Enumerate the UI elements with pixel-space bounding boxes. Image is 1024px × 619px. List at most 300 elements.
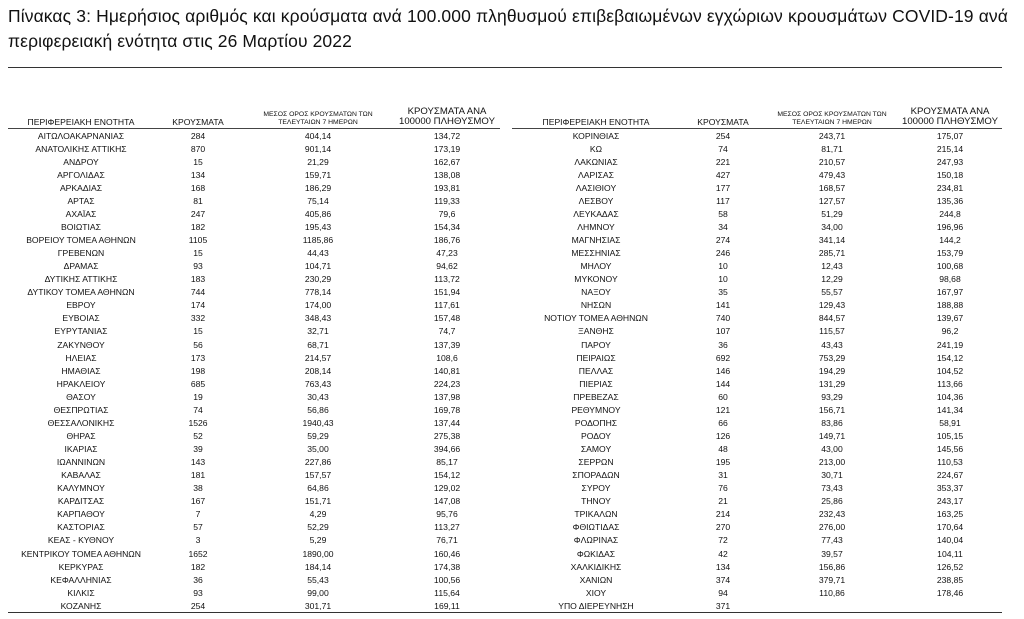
cases-cell: 177 (715, 182, 731, 193)
cases-cell: 31 (718, 470, 728, 481)
per100k-cell: 169,78 (433, 404, 461, 415)
avg7-cell: 131,29 (818, 378, 846, 389)
cases-cell: 15 (193, 156, 203, 167)
region-cell: ΓΡΕΒΕΝΩΝ (57, 248, 105, 259)
region-cell: ΑΝΔΡΟΥ (63, 156, 99, 167)
table-row (8, 207, 500, 220)
cases-cell: 181 (190, 470, 206, 481)
avg7-cell: 55,43 (307, 574, 329, 585)
table-row (512, 207, 1002, 220)
cases-cell: 141 (715, 300, 731, 311)
avg7-cell: 55,57 (821, 287, 843, 298)
table-row (512, 155, 1002, 168)
region-cell: ΑΧΑΪΑΣ (65, 208, 97, 219)
avg7-cell: 81,71 (821, 143, 843, 154)
per100k-cell: 145,56 (936, 444, 964, 455)
region-cell: ΦΛΩΡΙΝΑΣ (573, 535, 619, 546)
per100k-cell: 47,23 (436, 248, 458, 259)
cases-cell: 36 (193, 574, 203, 585)
table-row (512, 234, 1002, 247)
table-row (512, 586, 1002, 599)
avg7-cell: 232,43 (818, 509, 846, 520)
per100k-cell: 174,38 (433, 561, 461, 572)
per100k-cell: 154,12 (433, 470, 461, 481)
cases-cell: 685 (190, 378, 206, 389)
per100k-cell: 160,46 (433, 548, 461, 559)
region-cell: ΚΙΛΚΙΣ (67, 587, 95, 598)
avg7-cell: 56,86 (307, 404, 329, 415)
region-cell: ΞΑΝΘΗΣ (578, 326, 614, 337)
per100k-cell: 113,72 (434, 274, 460, 285)
top-divider (8, 67, 1002, 68)
table-row (8, 247, 500, 260)
cases-cell: 144 (715, 378, 731, 389)
table-row (8, 338, 500, 351)
region-cell: ΑΡΚΑΔΙΑΣ (59, 182, 103, 193)
avg7-cell: 1940,43 (302, 417, 334, 428)
per100k-cell: 150,18 (936, 169, 964, 180)
avg7-cell: 129,43 (818, 300, 846, 311)
cases-cell: 134 (190, 169, 206, 180)
cases-cell: 15 (193, 326, 203, 337)
cases-cell: 94 (718, 587, 728, 598)
table-row (512, 429, 1002, 442)
avg7-cell: 194,29 (818, 365, 846, 376)
per100k-cell: 105,15 (936, 430, 964, 441)
table-row (512, 168, 1002, 181)
per100k-cell: 137,98 (433, 391, 461, 402)
avg7-cell: 149,71 (818, 430, 846, 441)
region-cell: ΝΑΞΟΥ (581, 287, 611, 298)
cases-cell: 740 (715, 313, 731, 324)
table-row (512, 338, 1002, 351)
region-cell: ΦΘΙΩΤΙΔΑΣ (572, 522, 620, 533)
region-cell: ΛΑΚΩΝΙΑΣ (574, 156, 618, 167)
per100k-cell: 74,7 (438, 326, 456, 337)
cases-cell: 744 (190, 287, 206, 298)
region-cell: ΕΒΡΟΥ (66, 300, 96, 311)
right-data-table (512, 104, 1002, 612)
region-cell: ΔΥΤΙΚΗΣ ΑΤΤΙΚΗΣ (44, 274, 118, 285)
per100k-cell: 247,93 (936, 156, 964, 167)
avg7-cell: 21,29 (307, 156, 329, 167)
cases-cell: 247 (190, 208, 206, 219)
table-row (8, 495, 500, 508)
avg7-cell: 186,29 (304, 182, 332, 193)
avg7-cell: 39,57 (821, 548, 843, 559)
avg7-cell: 348,43 (304, 313, 332, 324)
cases-cell: 3 (195, 535, 201, 546)
table-row (8, 521, 500, 534)
cases-cell: 93 (193, 587, 203, 598)
per100k-cell: 241,19 (936, 339, 964, 350)
cases-cell: 1105 (188, 235, 208, 246)
per100k-cell: 119,33 (434, 195, 460, 206)
cases-header: ΚΡΟΥΣΜΑΤΑ (154, 104, 242, 129)
avg7-cell: 51,29 (821, 208, 843, 219)
avg7-cell: 99,00 (307, 587, 329, 598)
table-row (8, 416, 500, 429)
table-row (512, 495, 1002, 508)
table-row (8, 286, 500, 299)
table-row (512, 534, 1002, 547)
table-row (512, 456, 1002, 469)
per100k-cell: 224,23 (433, 378, 461, 389)
cases-cell: 167 (190, 496, 206, 507)
avg7-cell: 73,43 (821, 483, 843, 494)
avg7-cell: 83,86 (821, 417, 843, 428)
region-cell: ΔΡΑΜΑΣ (63, 261, 99, 272)
region-cell: ΝΗΣΩΝ (580, 300, 612, 311)
per100k-cell: 167,97 (936, 287, 964, 298)
cases-cell: 246 (715, 248, 731, 259)
avg7-cell: 159,71 (304, 169, 332, 180)
region-cell: ΚΕΡΚΥΡΑΣ (58, 561, 104, 572)
avg7-cell: 195,43 (304, 221, 332, 232)
avg7-cell: 174,00 (304, 300, 332, 311)
cases-cell: 121 (715, 404, 731, 415)
table-row (512, 247, 1002, 260)
avg7-cell: 157,57 (304, 470, 332, 481)
per100k-cell: 141,34 (936, 404, 964, 415)
region-cell: ΚΑΣΤΟΡΙΑΣ (57, 522, 105, 533)
cases-cell: 52 (193, 430, 203, 441)
region-cell: ΒΟΡΕΙΟΥ ΤΟΜΕΑ ΑΘΗΝΩΝ (26, 235, 136, 246)
region-cell: ΜΑΓΝΗΣΙΑΣ (571, 235, 621, 246)
avg7-cell: 5,29 (309, 535, 327, 546)
region-cell: ΗΜΑΘΙΑΣ (61, 365, 101, 376)
cases-cell: 174 (190, 300, 206, 311)
cases-cell: 39 (193, 444, 203, 455)
table-row (512, 547, 1002, 560)
cases-cell: 143 (190, 457, 206, 468)
avg7-cell: 43,00 (821, 444, 843, 455)
cases-cell: 274 (715, 235, 731, 246)
avg7-cell: 208,14 (304, 365, 332, 376)
per100k-cell: 98,68 (939, 274, 961, 285)
avg7-cell: 404,14 (304, 130, 332, 141)
cases-cell: 254 (715, 130, 731, 141)
cases-cell: 371 (715, 600, 731, 611)
per100k-cell: 85,17 (436, 457, 458, 468)
table-row (8, 377, 500, 390)
cases-cell: 15 (193, 248, 203, 259)
avg7-cell: 77,43 (821, 535, 843, 546)
region-cell: ΕΥΒΟΙΑΣ (62, 313, 100, 324)
table-row (8, 534, 500, 547)
cases-cell: 19 (193, 391, 203, 402)
table-row (8, 129, 500, 143)
cases-cell: 427 (715, 169, 731, 180)
cases-cell: 254 (190, 600, 206, 611)
avg7-cell: 75,14 (307, 195, 329, 206)
cases-cell: 870 (190, 143, 206, 154)
avg7-cell: 44,43 (307, 248, 329, 259)
table-row (512, 220, 1002, 233)
per100k-cell: 162,67 (433, 156, 461, 167)
table-row (8, 456, 500, 469)
region-cell: ΛΑΡΙΣΑΣ (578, 169, 614, 180)
avg7-cell: 168,57 (818, 182, 846, 193)
avg7-cell: 43,43 (821, 339, 843, 350)
table-row (512, 403, 1002, 416)
region-cell: ΣΥΡΟΥ (581, 483, 611, 494)
table-row (8, 273, 500, 286)
region-cell: ΝΟΤΙΟΥ ΤΟΜΕΑ ΑΘΗΝΩΝ (544, 313, 648, 324)
cases-cell: 72 (718, 535, 728, 546)
per100k-cell: 140,81 (433, 365, 461, 376)
avg7-cell: 214,57 (304, 352, 332, 363)
region-cell: ΘΕΣΣΑΛΟΝΙΚΗΣ (47, 417, 115, 428)
per100k-cell (898, 599, 1002, 612)
per100k-cell: 117,61 (434, 300, 460, 311)
cases-cell: 57 (193, 522, 203, 533)
per100k-cell: 113,66 (937, 378, 963, 389)
avg7-cell: 778,14 (304, 287, 332, 298)
per100k-cell: 193,81 (433, 182, 461, 193)
table-row (8, 482, 500, 495)
table-row (8, 560, 500, 573)
table-row (512, 416, 1002, 429)
avg7-cell: 1890,00 (302, 548, 334, 559)
region-cell: ΘΑΣΟΥ (66, 391, 96, 402)
table-row (512, 560, 1002, 573)
region-cell: ΒΟΙΩΤΙΑΣ (61, 221, 101, 232)
region-cell: ΠΕΛΛΑΣ (578, 365, 614, 376)
cases-cell: 198 (190, 365, 206, 376)
cases-cell: 93 (193, 261, 203, 272)
region-cell: ΧΑΝΙΩΝ (579, 574, 613, 585)
per100k-cell: 58,91 (939, 417, 961, 428)
region-cell: ΤΗΝΟΥ (581, 496, 611, 507)
table-row (8, 586, 500, 599)
per100k-cell: 353,37 (936, 483, 964, 494)
region-cell: ΣΑΜΟΥ (580, 444, 612, 455)
table-row (512, 508, 1002, 521)
region-cell: ΔΥΤΙΚΟΥ ΤΟΜΕΑ ΑΘΗΝΩΝ (27, 287, 135, 298)
region-cell: ΚΑΒΑΛΑΣ (61, 470, 101, 481)
table-row (512, 299, 1002, 312)
table-row (512, 181, 1002, 194)
per100k-cell: 96,2 (941, 326, 959, 337)
table-row (8, 599, 500, 612)
per100k-cell: 275,38 (433, 430, 461, 441)
cases-cell: 10 (718, 274, 728, 285)
region-cell: ΑΙΤΩΛΟΑΚΑΡΝΑΝΙΑΣ (37, 130, 125, 141)
cases-cell: 36 (718, 339, 728, 350)
avg7-cell: 30,71 (821, 470, 843, 481)
per100k-cell: 79,6 (438, 208, 456, 219)
cases-cell: 168 (190, 182, 206, 193)
avg7-cell: 12,29 (821, 274, 843, 285)
cases-cell: 332 (190, 313, 206, 324)
per100k-cell: 76,71 (436, 535, 458, 546)
per100k-cell: 100,56 (433, 574, 461, 585)
cases-header: ΚΡΟΥΣΜΑΤΑ (680, 104, 766, 129)
per100k-cell: 126,52 (936, 561, 964, 572)
region-cell: ΤΡΙΚΑΛΩΝ (574, 509, 618, 520)
region-cell: ΙΩΑΝΝΙΝΩΝ (56, 457, 106, 468)
avg7-cell: 156,71 (818, 404, 846, 415)
avg7-cell: 64,86 (307, 483, 329, 494)
avg7-cell: 210,57 (818, 156, 846, 167)
cases-cell: 182 (190, 561, 206, 572)
region-cell: ΖΑΚΥΝΘΟΥ (57, 339, 105, 350)
avg7-cell: 844,57 (818, 313, 846, 324)
region-cell: ΗΡΑΚΛΕΙΟΥ (56, 378, 106, 389)
table-row (8, 312, 500, 325)
per100k-cell: 169,11 (434, 600, 460, 611)
per100k-cell: 244,8 (939, 208, 961, 219)
region-cell: ΘΕΣΠΡΩΤΙΑΣ (53, 404, 109, 415)
avg7-cell: 301,71 (304, 600, 332, 611)
avg7-cell: 35,00 (307, 444, 329, 455)
cases-cell: 146 (715, 365, 731, 376)
avg7-cell: 127,57 (818, 195, 846, 206)
cases-cell: 134 (715, 561, 731, 572)
avg7-cell: 34,00 (821, 221, 843, 232)
per100k-cell: 113,27 (434, 522, 460, 533)
table-row (512, 364, 1002, 377)
avg7-cell: 753,29 (818, 352, 846, 363)
region-cell: ΡΕΘΥΜΝΟΥ (571, 404, 621, 415)
per100k-cell: 134,72 (433, 130, 461, 141)
per100k-cell: 157,48 (433, 313, 461, 324)
region-cell: ΠΕΙΡΑΙΩΣ (576, 352, 616, 363)
region-cell: ΠΡΕΒΕΖΑΣ (573, 391, 619, 402)
cases-cell: 58 (718, 208, 728, 219)
avg7-cell: 93,29 (821, 391, 843, 402)
per100k-cell: 100,68 (936, 261, 964, 272)
region-cell: ΜΥΚΟΝΟΥ (574, 274, 618, 285)
left-header-row (8, 104, 500, 129)
region-cell: ΠΑΡΟΥ (581, 339, 611, 350)
cases-cell: 374 (715, 574, 731, 585)
table-row (8, 508, 500, 521)
per100k-cell: 243,17 (936, 496, 964, 507)
avg7-cell: 213,00 (818, 457, 846, 468)
region-cell: ΛΕΣΒΟΥ (578, 195, 614, 206)
avg7-cell: 110,86 (819, 587, 845, 598)
avg7-cell: 479,43 (818, 169, 846, 180)
region-cell: ΚΟΡΙΝΘΙΑΣ (572, 130, 620, 141)
cases-cell: 1652 (188, 548, 208, 559)
avg7-cell: 285,71 (818, 248, 846, 259)
per100k-cell: 138,08 (433, 169, 461, 180)
table-row (8, 403, 500, 416)
right-header-row (512, 104, 1002, 129)
per100k-cell: 151,94 (433, 287, 461, 298)
per100k-cell: 95,76 (436, 509, 458, 520)
table-row (512, 312, 1002, 325)
avg7-cell: 379,71 (818, 574, 846, 585)
cases-cell: 74 (718, 143, 728, 154)
region-cell: ΜΕΣΣΗΝΙΑΣ (571, 248, 621, 259)
table-row (512, 194, 1002, 207)
table-row (512, 443, 1002, 456)
per100k-cell: 137,44 (433, 417, 461, 428)
per100k-cell: 94,62 (436, 261, 458, 272)
cases-cell: 183 (190, 274, 206, 285)
avg7-cell: 4,29 (309, 509, 327, 520)
table-row (512, 521, 1002, 534)
per100k-cell: 110,53 (937, 457, 963, 468)
region-cell: ΡΟΔΟΥ (581, 430, 611, 441)
region-cell: ΥΠΟ ΔΙΕΡΕΥΝΗΣΗ (558, 600, 634, 611)
region-cell: ΛΗΜΝΟΥ (577, 221, 615, 232)
region-cell: ΚΕΑΣ - ΚΥΘΝΟΥ (47, 535, 115, 546)
region-cell: ΚΑΛΥΜΝΟΥ (57, 483, 105, 494)
region-cell: ΛΕΥΚΑΔΑΣ (573, 208, 619, 219)
per100k-cell: 153,79 (936, 248, 964, 259)
avg7-cell: 341,14 (818, 235, 846, 246)
per100k-cell: 108,6 (436, 352, 458, 363)
per100k-cell: 238,85 (936, 574, 964, 585)
region-cell: ΣΠΟΡΑΔΩΝ (572, 470, 620, 481)
avg7-cell: 68,71 (307, 339, 329, 350)
cases-cell: 214 (715, 509, 731, 520)
table-row (512, 273, 1002, 286)
per100k-cell: 104,11 (937, 548, 963, 559)
cases-cell: 81 (193, 195, 203, 206)
avg7-cell: 230,29 (304, 274, 332, 285)
table-row (512, 469, 1002, 482)
region-cell: ΜΗΛΟΥ (580, 261, 612, 272)
per100k-cell: 104,36 (936, 391, 964, 402)
per100k-cell: 147,08 (433, 496, 461, 507)
cases-cell: 38 (193, 483, 203, 494)
region-cell: ΚΑΡΠΑΘΟΥ (57, 509, 105, 520)
avg7-cell: 156,86 (818, 561, 846, 572)
table-row (512, 573, 1002, 586)
per100k-cell: 173,19 (433, 143, 461, 154)
avg7-cell: 52,29 (307, 522, 329, 533)
region-cell: ΠΙΕΡΙΑΣ (579, 378, 613, 389)
region-cell: ΦΩΚΙΔΑΣ (576, 548, 616, 559)
table-title: Πίνακας 3: Ημερήσιος αριθμός και κρούσματα ανά 100.000 πληθυσμού επιβεβαιωμένων εγχώριων κρουσμάτων COVID-19 ανά περιφερειακή ενότητα στις 26 Μαρτίου 2022 (8, 6, 1008, 51)
bottom-divider (8, 612, 1002, 613)
table-row (512, 482, 1002, 495)
region-cell: ΕΥΡΥΤΑΝΙΑΣ (54, 326, 108, 337)
avg7-cell: 115,57 (819, 326, 845, 337)
cases-cell: 35 (718, 287, 728, 298)
table-row (8, 443, 500, 456)
cases-cell: 21 (718, 496, 728, 507)
region-cell: ΚΩ (589, 143, 603, 154)
per100k-cell: 175,07 (936, 130, 964, 141)
per100k-cell: 140,04 (936, 535, 964, 546)
table-row (512, 286, 1002, 299)
avg7-header: ΜΕΣΟΣ ΟΡΟΣ ΚΡΟΥΣΜΑΤΩΝ ΤΩΝ ΤΕΛΕΥΤΑΙΩΝ 7 ΗΜΕΡΩΝ (242, 104, 394, 129)
cases-cell: 48 (718, 444, 728, 455)
avg7-cell: 184,14 (304, 561, 332, 572)
avg7-cell: 227,86 (304, 457, 332, 468)
cases-cell: 66 (718, 417, 728, 428)
avg7-cell (766, 599, 898, 612)
avg7-cell: 25,86 (821, 496, 843, 507)
table-row (512, 142, 1002, 155)
per100k-cell: 129,02 (433, 483, 461, 494)
table-row (8, 469, 500, 482)
table-row (512, 260, 1002, 273)
region-header: ΠΕΡΙΦΕΡΕΙΑΚΗ ΕΝΟΤΗΤΑ (8, 104, 154, 129)
region-cell: ΑΡΤΑΣ (67, 195, 95, 206)
avg7-cell: 151,71 (304, 496, 332, 507)
per100k-header: ΚΡΟΥΣΜΑΤΑ ΑΝΑ 100000 ΠΛΗΘΥΣΜΟΥ (898, 104, 1002, 129)
table-row (8, 351, 500, 364)
cases-cell: 60 (718, 391, 728, 402)
table-row (512, 377, 1002, 390)
